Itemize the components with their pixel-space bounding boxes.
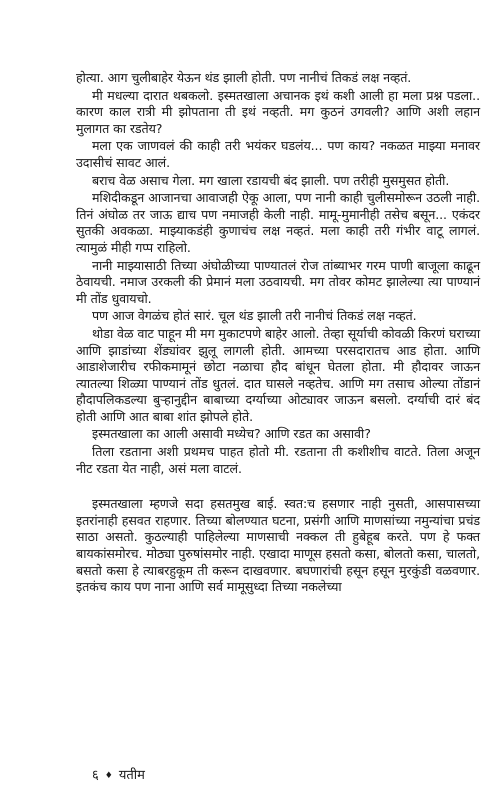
- paragraph-8: थोडा वेळ वाट पाहून मी मग मुकाटपणे बाहेर आलो. तेव्हा सूर्याची कोवळी किरणं घराच्या आणि झाडांच्या शेंड्यांवर झुलू लागली होती. आमच्या परसदारातच आड होता. आणि आडाशेजारीच रफीकमामूनं छोटा नळाचा हौद बांधून घेतला होता. मी हौदावर जाऊन त्यातल्या शिळ्या पाण्यानं तोंड धुतलं. दात घासले नव्हतेच. आणि मग तसाच ओल्या तोंडानं हौदापलिकडल्या बुऱ्हानुद्दीन बाबाच्या दर्ग्याच्या ओट्यावर जाऊन बसलो. दर्ग्याची दारं बंद होती आणि आत बाबा शांत झोपले होते.: [76, 325, 480, 424]
- paragraph-1: होत्या. आग चुलीबाहेर येऊन थंड झाली होती. पण नानीचं तिकडं लक्ष नव्हतं.: [76, 70, 412, 85]
- paragraph-4: बराच वेळ असाच गेला. मग खाला रडायची बंद झाली. पण तरीही मुसमुसत होती.: [92, 172, 450, 188]
- paragraph-10: तिला रडताना अशी प्रथमच पाहत होतो मी. रडताना ती कशीशीच वाटते. तिला अजून नीट रडता येत नाही, असं मला वाटलं.: [76, 444, 480, 476]
- page-footer: [92, 768, 145, 784]
- paragraph-9: इस्मतखाला का आली असावी मध्येच? आणि रडत का असावी?: [92, 426, 371, 442]
- paragraph-2: मी मधल्या दारात थबकलो. इस्मतखाला अचानक इथं कशी आली हा मला प्रश्न पडला.. कारण काल रात्री मी झोपताना ती इथं नव्हती. मग कुठनं उगवली? आणि अशी लहान मुलागत का रडतेय?: [76, 87, 480, 136]
- section-break: [76, 478, 480, 496]
- page-number: ६: [92, 768, 99, 783]
- paragraph-5: मशिदीकडून आजानचा आवाजही ऐकू आला, पण नानी काही चुलीसमोरून उठली नाही. तिनं अंघोळ तर जाऊ द्याच पण नमाजही केली नाही. मामू-मुमानीही तसेच बसून... एकंदर सुतकी अवकळा. माझ्याकडंही कुणाचंच लक्ष नव्हतं. मला काही तरी गंभीर वाटू लागलं. त्यामुळं मीही गप्प राहिलो.: [76, 190, 480, 255]
- book-title: यतीम: [118, 768, 145, 783]
- paragraph-6: नानी माझ्यासाठी तिच्या अंघोळीच्या पाण्यातलं रोज तांब्याभर गरम पाणी बाजूला काढून ठेवायची. नमाज उरकली की प्रेमानं मला उठवायची. मग तोवर कोमट झालेल्या त्या पाण्यानं मी तोंड धुवायचो.: [76, 257, 480, 306]
- paragraph-11: इस्मतखाला म्हणजे सदा हसतमुख बाई. स्वत:च हसणार नाही नुसती, आसपासच्या इतरांनाही हसवत राहणार. तिच्या बोलण्यात घटना, प्रसंगी आणि माणसांच्या नमुन्यांचा प्रचंड साठा असतो. कुठल्याही पाहिलेल्या माणसाची नक्कल ती हुबेहूब करते. पण हे फक्त बायकांसमोरच. मोठ्या पुरुषांसमोर नाही. एखादा माणूस हसतो कसा, बोलतो कसा, चालतो, बसतो कसा हे त्याबरहुकूम ती करून दाखवणार. बघणारांची हसून हसून मुरकुंडी वळवणार. इतकंच काय पण नाना आणि सर्व मामूसुध्दा तिच्या नकलेच्या: [76, 496, 480, 595]
- paragraph-7: पण आज वेगळंच होतं सारं. चूल थंड झाली तरी नानीचं तिकडं लक्ष नव्हतं.: [92, 308, 417, 324]
- diamond-separator-icon: ♦: [104, 771, 113, 781]
- paragraph-3: मला एक जाणवलं की काही तरी भयंकर घडलंय... पण काय? नकळत माझ्या मनावर उदासीचं सावट आलं.: [76, 138, 480, 170]
